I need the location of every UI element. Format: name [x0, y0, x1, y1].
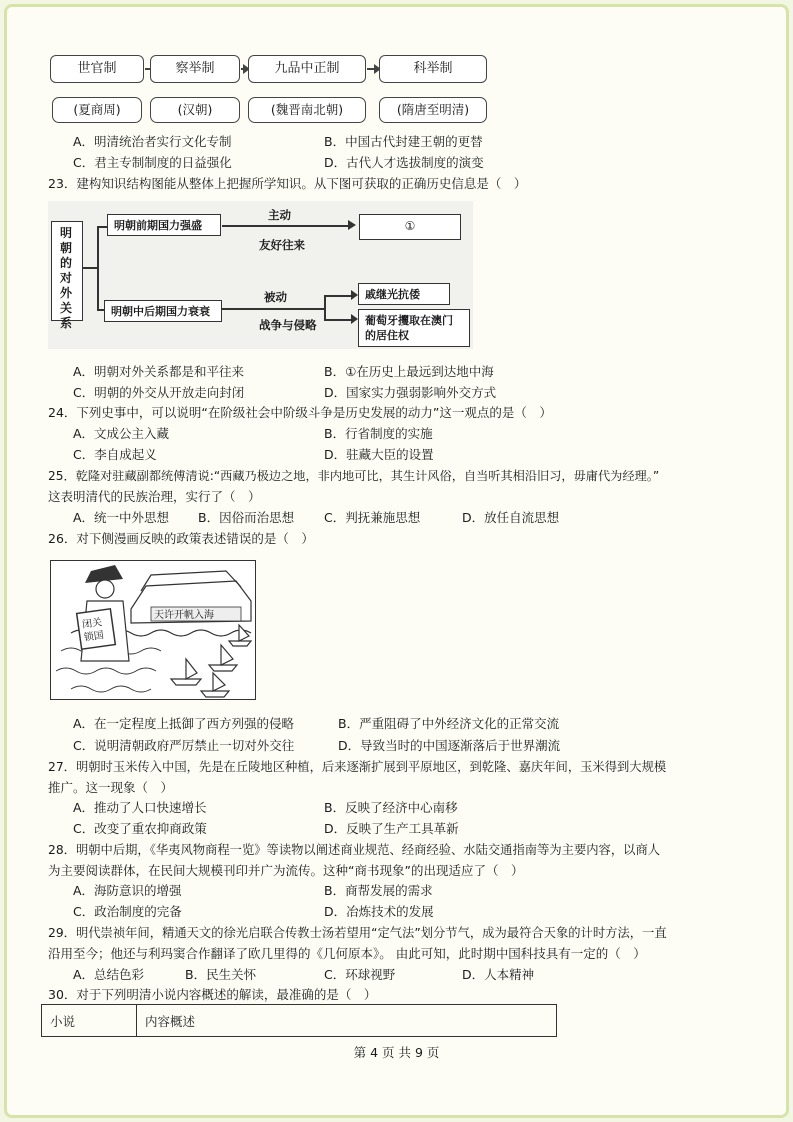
q26-option-d: D．导致当时的中国逐渐落后于世界潮流: [338, 738, 561, 753]
q24-option-a: A．文成公主入藏: [73, 426, 170, 441]
fig2-label-youhao: 友好往来: [259, 238, 305, 252]
q24-option-c: C．李自成起义: [73, 447, 157, 462]
q27-option-d: D．反映了生产工具革新: [324, 821, 459, 836]
chain-box-1: 世官制: [50, 55, 144, 83]
q30-table: [41, 1004, 557, 1037]
q29-stem-line1: 29．明代崇祯年间，精通天文的徐光启联合传教士汤若望用“定气法”划分节气，成为最符合天象的计时方法，一直: [48, 926, 667, 940]
q22-option-a: A．明清统治者实行文化专制: [73, 134, 232, 149]
cartoon-sign-text: 天许开帆入海: [154, 610, 214, 621]
q23-option-d: D．国家实力强弱影响外交方式: [324, 385, 497, 400]
chain-arrow-2: [241, 68, 248, 70]
fig2-bottom-split: [324, 295, 326, 319]
chain-box-4: 科举制: [379, 55, 487, 83]
fig2-split-bottom: [324, 319, 354, 321]
q29-option-a: A．总结色彩: [73, 967, 145, 982]
q26-stem: 26．对下侧漫画反映的政策表述错误的是（ ）: [48, 531, 314, 546]
q26-option-c: C．说明清朝政府严厉禁止一切对外交往: [73, 738, 295, 753]
q27-stem-line2: 推广。这一现象（ ）: [48, 780, 174, 795]
q29-stem-line2: 沿用至今；他还与利玛窦合作翻译了欧几里得的《几何原本》。 由此可知，此时期中国科技具有一定的（ ）: [48, 946, 646, 961]
q28-option-d: D．冶炼技术的发展: [324, 904, 434, 919]
figure-cartoon-closed-door: [50, 560, 256, 700]
figure-ming-foreign-relations: [48, 201, 473, 349]
q28-option-a: A．海防意识的增强: [73, 883, 182, 898]
fig2-arrowhead-b1: [351, 290, 358, 300]
q23-stem: 23．建构知识结构图能从整体上把握所学知识。从下图可获取的正确历史信息是（ ）: [48, 176, 527, 191]
fig2-root-box: 明朝的对外关系: [51, 221, 83, 321]
page-footer: 第 4 页 共 9 页: [353, 1045, 440, 1060]
cartoon-board-text: 闭关锁国: [81, 617, 105, 644]
era-box-2: (汉朝): [150, 97, 240, 123]
fig2-bracket: [97, 226, 99, 310]
fig2-circle-box: ①: [359, 214, 461, 240]
q27-stem-line1: 27．明朝时玉米传入中国，先是在丘陵地区种植，后来逐渐扩展到平原地区，到乾隆、嘉庆年间，玉米得到大规模: [48, 760, 667, 774]
chain-box-2: 察举制: [150, 55, 240, 83]
chain-box-3: 九品中正制: [248, 55, 366, 83]
q23-option-b: B．①在历史上最远到达地中海: [324, 364, 494, 379]
chain-arrow-3: [367, 68, 379, 70]
q27-option-b: B．反映了经济中心南移: [324, 800, 458, 815]
fig2-split-top: [324, 295, 354, 297]
q30-col-novel: 小说: [42, 1005, 137, 1037]
q29-option-d: D．人本精神: [462, 967, 535, 982]
q24-option-b: B．行省制度的实施: [324, 426, 433, 441]
q28-stem-line2: 为主要阅读群体，在民间大规模刊印并广为流传。这种“商书现象”的出现适应了（ ）: [48, 863, 524, 878]
fig2-early-box: 明朝前期国力强盛: [107, 214, 221, 236]
q25-option-a: A．统一中外思想: [73, 510, 170, 525]
q23-option-c: C．明朝的外交从开放走向封闭: [73, 385, 245, 400]
fig2-arrowhead-b2: [351, 314, 358, 324]
q22-option-c: C．君主专制制度的日益强化: [73, 155, 232, 170]
q25-option-d: D．放任自流思想: [462, 510, 560, 525]
q29-option-b: B．民生关怀: [185, 967, 257, 982]
q23-option-a: A．明朝对外关系都是和平往来: [73, 364, 245, 379]
era-box-4: (隋唐至明清): [379, 97, 487, 123]
fig2-putaoya-box: 葡萄牙攫取在澳门的居住权: [358, 309, 470, 347]
fig2-arrowhead-top: [348, 220, 356, 230]
era-box-1: (夏商周): [52, 97, 142, 123]
fig2-late-box: 明朝中后期国力衰衰: [104, 300, 222, 322]
fig2-label-zhanzheng: 战争与侵略: [259, 318, 317, 332]
q25-stem-line2: 这表明清代的民族治理，实行了（ ）: [48, 489, 261, 504]
cartoon-drawing: [51, 561, 256, 700]
q27-option-c: C．改变了重农抑商政策: [73, 821, 207, 836]
fig2-arrow-top: [222, 225, 350, 227]
q28-option-c: C．政治制度的完备: [73, 904, 182, 919]
q26-option-a: A．在一定程度上抵御了西方列强的侵略: [73, 716, 295, 731]
q29-option-c: C．环球视野: [324, 967, 396, 982]
q26-option-b: B．严重阻碍了中外经济文化的正常交流: [338, 716, 560, 731]
q25-option-b: B．因俗而治思想: [198, 510, 295, 525]
fig2-connector: [83, 267, 97, 269]
fig2-qijiguang-box: 戚继光抗倭: [358, 283, 450, 305]
q28-stem-line1: 28．明朝中后期，《华夷风物商程一览》等读物以阐述商业规范、经商经验、水陆交通指南等为主要内容，以商人: [48, 843, 661, 857]
q24-stem: 24．下列史事中，可以说明“在阶级社会中阶级斗争是历史发展的动力”这一观点的是（ ）: [48, 405, 552, 420]
fig2-label-beidong: 被动: [264, 290, 287, 304]
q30-stem: 30．对于下列明清小说内容概述的解读，最准确的是（ ）: [48, 987, 377, 1002]
table-row: [42, 1005, 557, 1037]
q22-option-b: B．中国古代封建王朝的更替: [324, 134, 483, 149]
q25-stem-line1: 25．乾隆对驻藏副都统傅清说:“西藏乃极边之地，非内地可比，其生计风俗，自当听其相沿旧习，毋庸代为经理。”: [48, 469, 660, 483]
fig2-bracket-top: [97, 226, 107, 228]
era-box-3: (魏晋南北朝): [248, 97, 366, 123]
q30-col-summary: 内容概述: [137, 1005, 557, 1037]
fig2-label-zhudong: 主动: [268, 208, 291, 222]
q28-option-b: B．商帮发展的需求: [324, 883, 433, 898]
q27-option-a: A．推动了人口快速增长: [73, 800, 207, 815]
q22-option-d: D．古代人才选拔制度的演变: [324, 155, 484, 170]
q24-option-d: D．驻藏大臣的设置: [324, 447, 434, 462]
q25-option-c: C．判抚兼施思想: [324, 510, 421, 525]
fig2-line-bottom: [222, 308, 324, 310]
